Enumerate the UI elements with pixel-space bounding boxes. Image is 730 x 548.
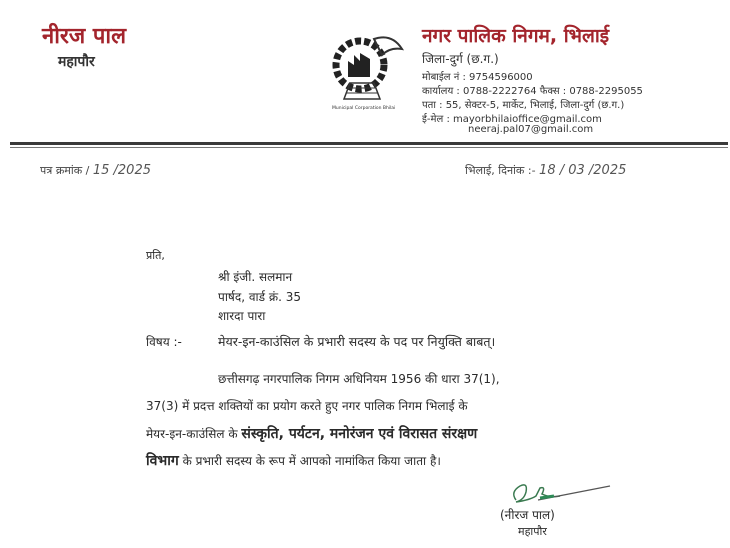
office-fax: कार्यालय : 0788-2222764 फैक्स : 0788-2295055 bbox=[422, 86, 643, 97]
date-label: भिलाई, दिनांक :- bbox=[465, 164, 536, 177]
department-suffix: विभाग bbox=[146, 453, 179, 469]
header-divider-thin bbox=[10, 147, 728, 148]
body-line-4 bbox=[146, 451, 656, 470]
letter-date bbox=[465, 163, 626, 178]
subject-text: मेयर-इन-काउंसिल के प्रभारी सदस्य के पद पर नियुक्ति बाबत्। bbox=[218, 334, 496, 349]
subject-label: विषय :- bbox=[146, 335, 182, 349]
recipient-name: श्री इंजी. सलमान bbox=[218, 270, 293, 284]
address: पता : 55, सेक्टर-5, मार्केट, भिलाई, जिला-दुर्ग (छ.ग.) bbox=[422, 100, 625, 111]
org-name: नगर पालिक निगम, भिलाई bbox=[422, 25, 610, 47]
body-line-1: छत्तीसगढ़ नगरपालिक निगम अधिनियम 1956 की धारा 37(1), bbox=[218, 372, 500, 386]
signatory-title: महापौर bbox=[518, 525, 547, 538]
email-primary: ई-मेल : mayorbhilaioffice@gmail.com bbox=[422, 114, 602, 125]
department-name: संस्कृति, पर्यटन, मनोरंजन एवं विरासत संरक्षण bbox=[241, 426, 478, 442]
body-line-3-prefix: मेयर-इन-काउंसिल के bbox=[146, 427, 238, 441]
to-label: प्रति, bbox=[146, 249, 165, 262]
letter-number-value: 15 /2025 bbox=[92, 163, 151, 178]
district: जिला-दुर्ग (छ.ग.) bbox=[422, 52, 499, 66]
email-secondary: neeraj.pal07@gmail.com bbox=[468, 124, 594, 135]
mobile-number: मोबाईल नं : 9754596000 bbox=[422, 72, 533, 83]
mayor-name: नीरज पाल bbox=[42, 24, 126, 49]
body-line-2: 37(3) में प्रदत्त शक्तियों का प्रयोग करते हुए नगर पालिक निगम भिलाई के bbox=[146, 399, 468, 413]
header-divider bbox=[10, 142, 728, 145]
body-line-3 bbox=[146, 424, 661, 443]
body-line-4-suffix: के प्रभारी सदस्य के रूप में आपको नामांकित किया जाता है। bbox=[182, 454, 441, 468]
recipient-designation: पार्षद, वार्ड क्रं. 35 bbox=[218, 290, 301, 304]
date-value: 18 / 03 /2025 bbox=[539, 163, 627, 178]
mayor-title: महापौर bbox=[58, 54, 95, 70]
letter-number-label: पत्र क्रमांक / bbox=[40, 164, 90, 177]
recipient-locality: शारदा पारा bbox=[218, 309, 266, 323]
signatory-name: (नीरज पाल) bbox=[500, 508, 555, 522]
signature-icon bbox=[506, 478, 614, 508]
letter-number bbox=[40, 163, 151, 178]
logo-caption: Municipal Corporation Bhilai bbox=[332, 106, 396, 111]
municipal-logo-icon bbox=[330, 25, 408, 113]
